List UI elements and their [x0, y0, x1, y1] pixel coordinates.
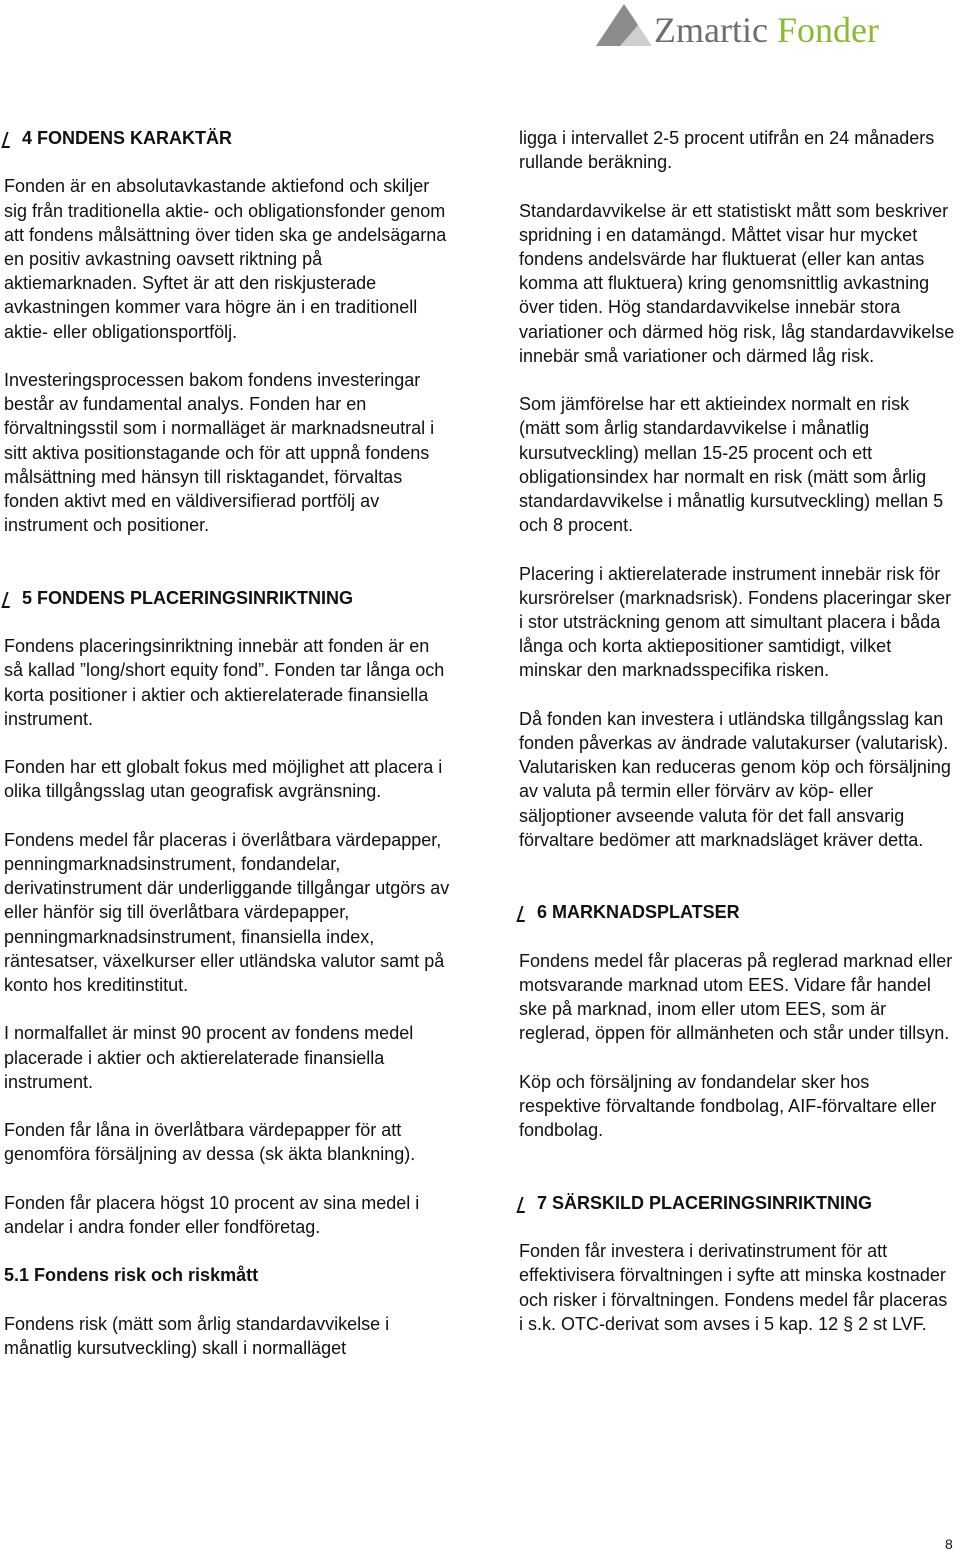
section-6-heading: 6 MARKNADSPLATSER: [519, 900, 955, 924]
logo-wordmark: [654, 8, 879, 52]
section-5-1-heading: 5.1 Fondens risk och riskmått: [4, 1265, 259, 1286]
section-5-paragraph-6: Fonden får placera högst 10 procent av sina medel i andelar i andra fonder eller fondföretag.: [4, 1192, 420, 1237]
page-number: 8: [945, 1536, 953, 1552]
logo-mark-icon: [592, 2, 656, 48]
right-column: [519, 126, 955, 1360]
standard-deviation-paragraph: Standardavvikelse är ett statistiskt mått som beskriver spridning i en datamängd. Måttet visar hur mycket fondens andelsvärde har fluktuerat (eller kan antas komma att fluktuera) kring genomsnittlig avkastning över tiden. Hög standardavvikelse innebär stora variationer och därmed hög risk, låg standardavvikelse innebär små variationer och därmed låg risk.: [519, 200, 955, 366]
section-5-paragraph-5: Fonden får låna in överlåtbara värdepapper för att genomföra försäljning av dessa (sk äkta blankning).: [4, 1120, 416, 1165]
market-risk-paragraph: Placering i aktierelaterade instrument innebär risk för kursrörelser (marknadsrisk). Fondens placeringar sker i stor utsträckning genom att simultant placera i båda långa och korta aktiepositioner samtidigt, vilket minskar den marknadsspecifika risken.: [519, 563, 952, 681]
currency-hedging-paragraph: Valutarisken kan reduceras genom köp och försäljning av valuta på termin eller förvärv av köp- eller säljoptioner avseende valuta för det fall ansvarig förvaltare bedömer att marknadsläget kräver detta.: [519, 757, 951, 850]
section-7-paragraph-1: Fonden får investera i derivatinstrument för att effektivisera förvaltningen i syfte att minska kostnader och risker i förvaltningen. Fondens medel får placeras i s.k. OTC-derivat som avses i 5 kap. 12 § 2 st LVF.: [519, 1241, 948, 1334]
logo-word-zmartic: Zmartic: [654, 10, 768, 50]
section-4-heading: 4 FONDENS KARAKTÄR: [4, 126, 450, 150]
left-column: [4, 126, 450, 1384]
section-5-heading: 5 FONDENS PLACERINGSINRIKTNING: [4, 586, 450, 610]
section-5-paragraph-4: I normalfallet är minst 90 procent av fondens medel placerade i aktier och aktierelaterade finansiella instrument.: [4, 1023, 414, 1092]
section-4-paragraph-2: Investeringsprocessen bakom fondens investeringar består av fundamental analys. Fonden har en förvaltningsstil som i normalläget är marknadsneutral i sitt aktiva positionstagande och för att uppnå fondens målsättning med hänsyn till risktagandet, förvaltas fonden aktivt med en väldiversifierad portfölj av instrument och positioner.: [4, 370, 435, 536]
logo-word-fonder: Fonder: [776, 10, 879, 50]
section-5-paragraph-1: Fondens placeringsinriktning innebär att fonden är en så kallad ”long/short equity fond”. Fonden tar långa och korta positioner i aktier och aktierelaterade finansiella instrument.: [4, 636, 445, 729]
section-5-paragraph-3: Fondens medel får placeras i överlåtbara värdepapper, penningmarknadsinstrument, fondandelar, derivatinstrument där underliggande tillgångar utgörs av eller hänför sig till överlåtbara värdepapper, penningmarknadsinstrument, finansiella index, räntesatser, växelkurser eller utländska valutor samt på konto hos kreditinstitut.: [4, 829, 450, 995]
section-5-paragraph-2: Fonden har ett globalt fokus med möjlighet att placera i olika tillgångsslag utan geografisk avgränsning.: [4, 757, 443, 802]
section-5-1-paragraph-1: Fondens risk (mätt som årlig standardavvikelse i månatlig kursutveckling) skall i normalläget: [4, 1313, 390, 1358]
currency-risk-paragraph: Då fonden kan investera i utländska tillgångsslag kan fonden påverkas av ändrade valutakurser (valutarisk).: [519, 708, 949, 754]
company-logo: [590, 0, 930, 56]
risk-paragraph-continued: ligga i intervallet 2-5 procent utifrån en 24 månaders rullande beräkning.: [519, 128, 935, 173]
section-6-paragraph-1: Fondens medel får placeras på reglerad marknad eller motsvarande marknad utom EES. Vidare får handel ske på marknad, inom eller utom EES, som är reglerad, öppen för allmänheten och står under tillsyn.: [519, 950, 953, 1044]
section-4-paragraph-1: Fonden är en absolutavkastande aktiefond och skiljer sig från traditionella aktie- och obligationsfonder genom att fondens målsättning över tiden ska ge andelsägarna en positiv avkastning oavsett riktning på aktiemarknaden. Syftet är att den riskjusterade avkastningen kommer vara högre än i en traditionell aktie- eller obligationsportfölj.: [4, 176, 447, 342]
section-6-paragraph-2: Köp och försäljning av fondandelar sker hos respektive förvaltande fondbolag, AIF-förvaltare eller fondbolag.: [519, 1071, 937, 1141]
comparison-paragraph: Som jämförelse har ett aktieindex normalt en risk (mätt som årlig standardavvikelse i månatlig kursutveckling) mellan 15-25 procent och ett obligationsindex har normalt en risk (mätt som årlig standardavvikelse i månatlig kursutveckling) mellan 5 och 8 procent.: [519, 394, 944, 536]
section-7-heading: 7 SÄRSKILD PLACERINGSINRIKTNING: [519, 1191, 955, 1215]
